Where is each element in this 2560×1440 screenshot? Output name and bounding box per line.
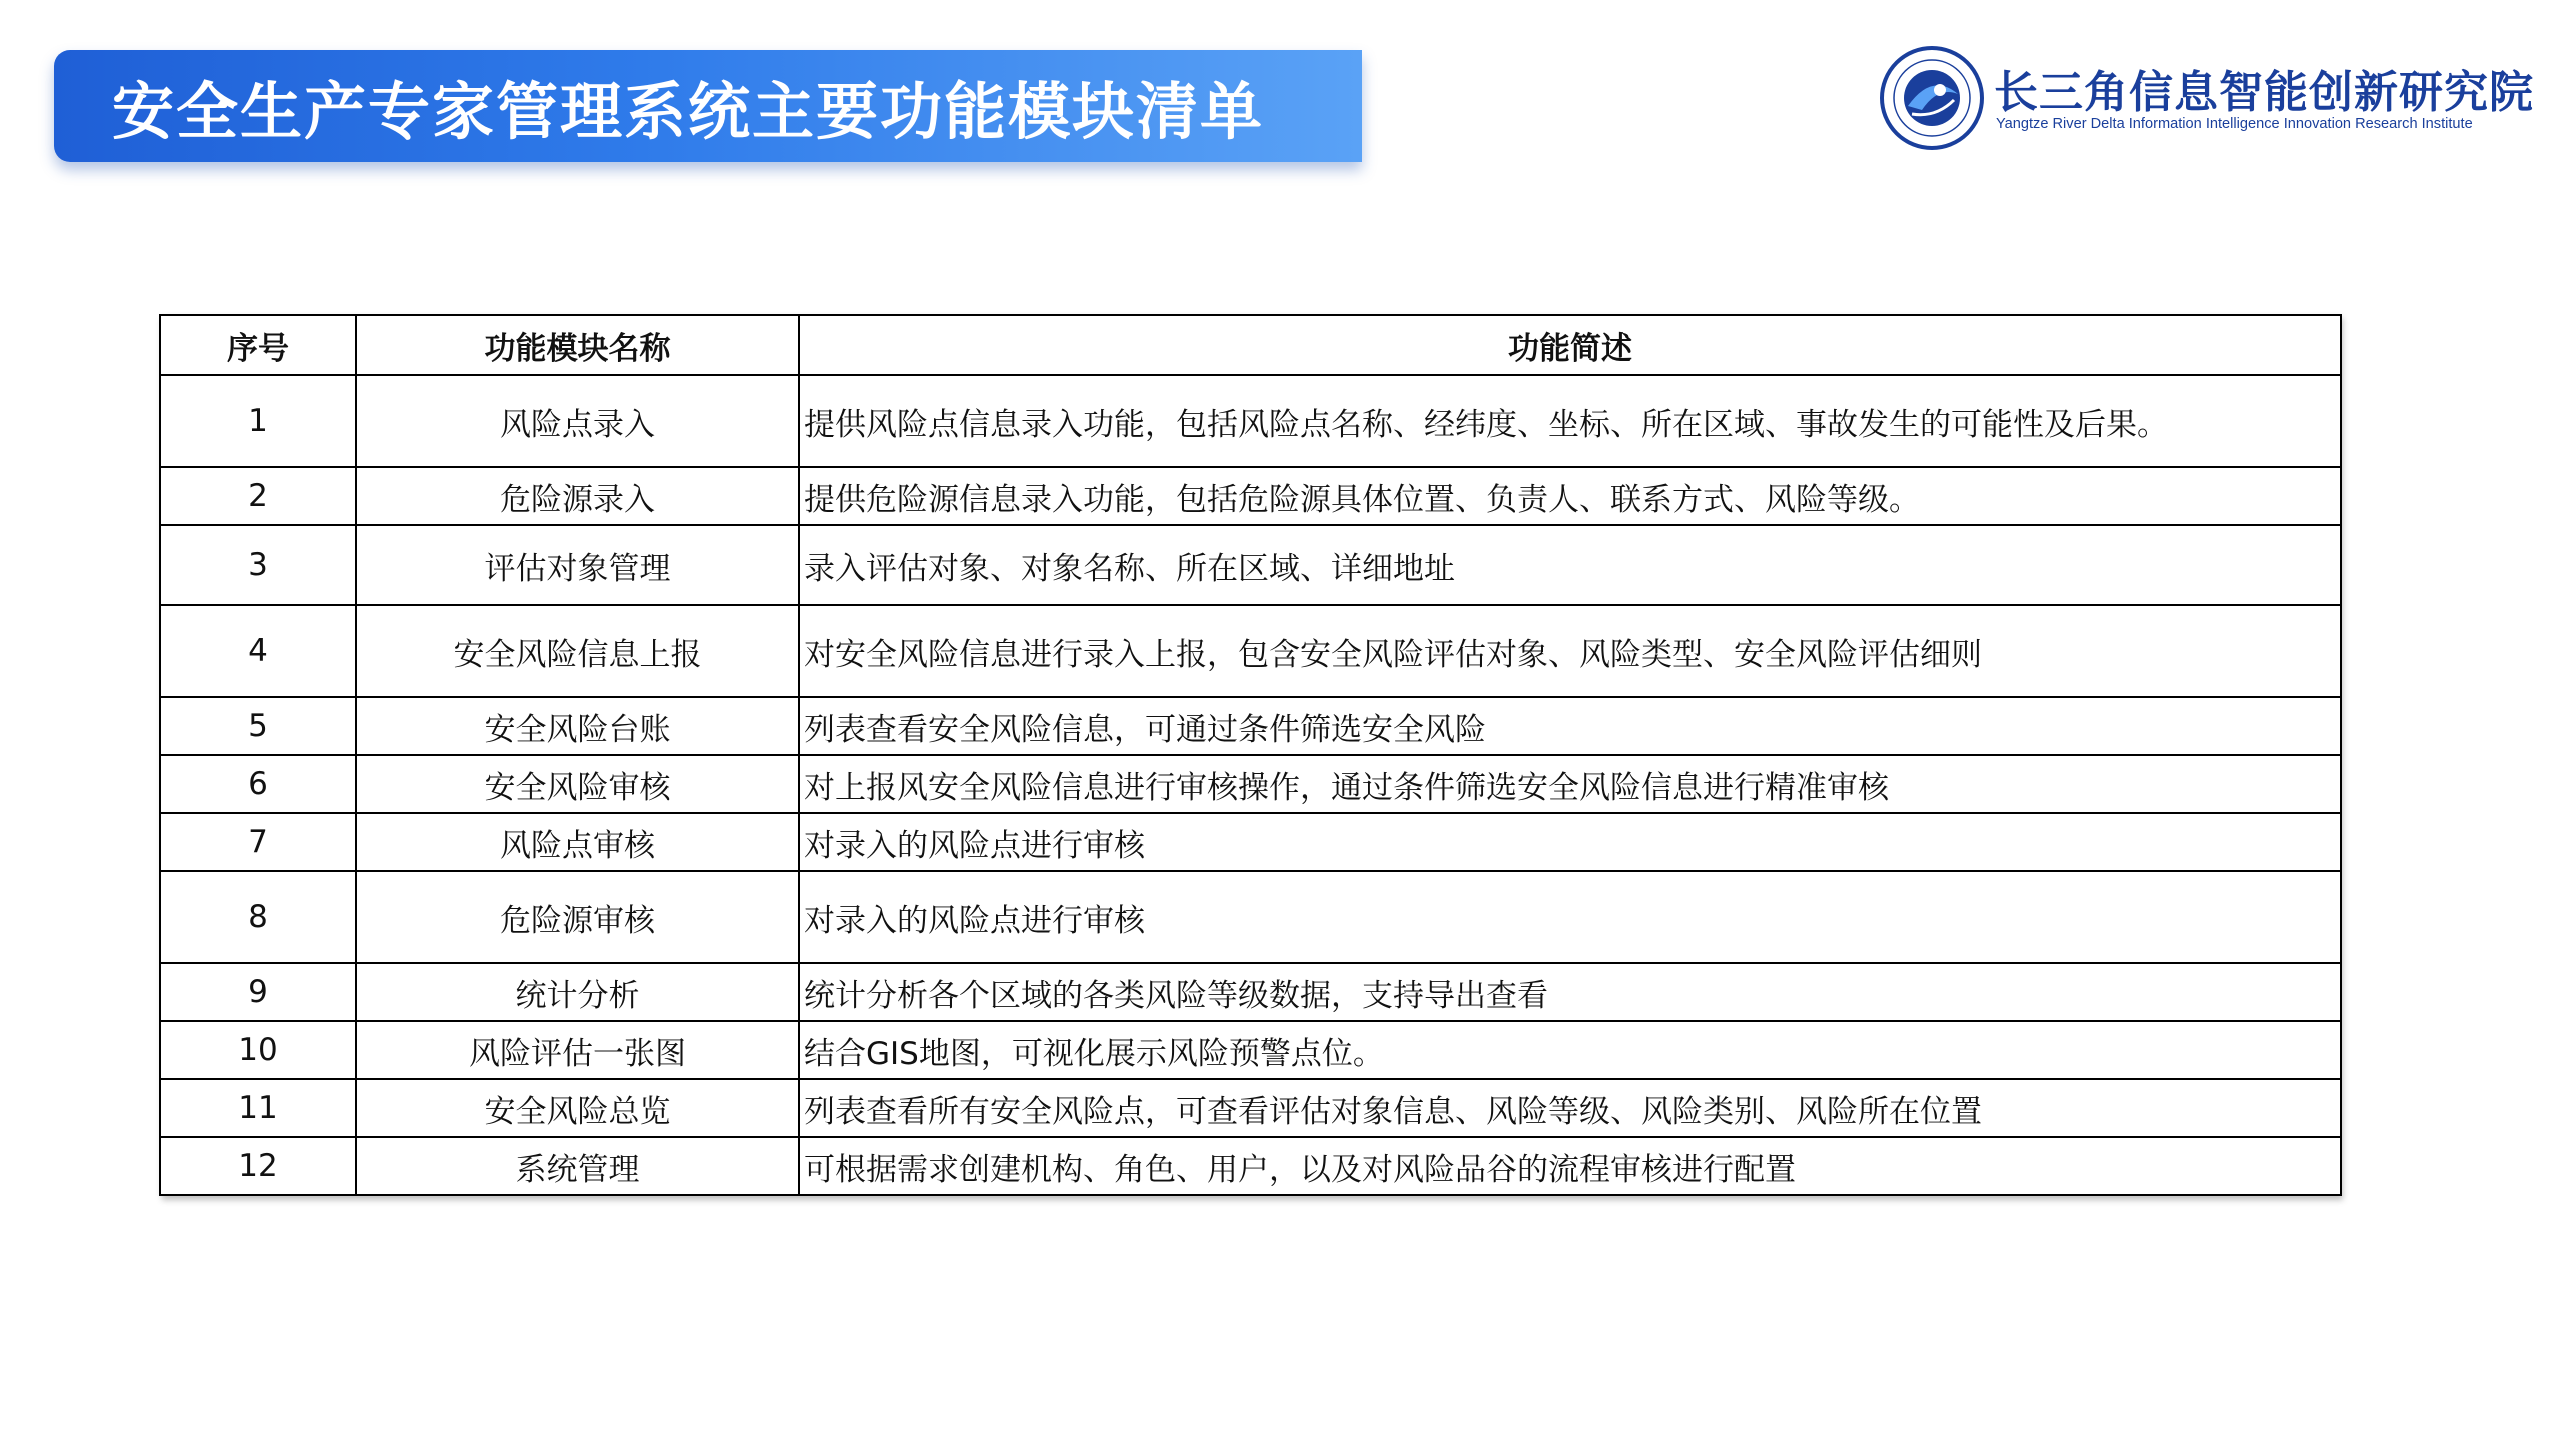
- page-title: 安全生产专家管理系统主要功能模块清单: [112, 74, 1265, 148]
- table-row: [160, 1137, 2341, 1195]
- row-no: 5: [160, 697, 356, 755]
- row-no: 6: [160, 755, 356, 813]
- header-no: 序号: [160, 315, 356, 375]
- row-description: 对上报风安全风险信息进行审核操作，通过条件筛选安全风险信息进行精准审核: [799, 755, 2341, 813]
- row-no: 4: [160, 605, 356, 697]
- table-row: [160, 963, 2341, 1021]
- header-description: 功能简述: [799, 315, 2341, 375]
- row-no: 11: [160, 1079, 356, 1137]
- row-description: 可根据需求创建机构、角色、用户，以及对风险品谷的流程审核进行配置: [799, 1137, 2341, 1195]
- row-description: 结合GIS地图，可视化展示风险预警点位。: [799, 1021, 2341, 1079]
- row-module-name: 评估对象管理: [356, 525, 799, 605]
- row-description: 列表查看所有安全风险点，可查看评估对象信息、风险等级、风险类别、风险所在位置: [799, 1079, 2341, 1137]
- row-no: 3: [160, 525, 356, 605]
- row-description: 对安全风险信息进行录入上报，包含安全风险评估对象、风险类型、安全风险评估细则: [799, 605, 2341, 697]
- table-row: [160, 605, 2341, 697]
- row-module-name: 安全风险审核: [356, 755, 799, 813]
- row-description: 对录入的风险点进行审核: [799, 813, 2341, 871]
- row-no: 2: [160, 467, 356, 525]
- row-module-name: 风险点录入: [356, 375, 799, 467]
- table-row: [160, 1079, 2341, 1137]
- institute-emblem-icon: [1878, 44, 1986, 152]
- table-row: [160, 697, 2341, 755]
- row-description: 提供风险点信息录入功能，包括风险点名称、经纬度、坐标、所在区域、事故发生的可能性及后果。: [799, 375, 2341, 467]
- row-no: 10: [160, 1021, 356, 1079]
- institute-name-en: Yangtze River Delta Information Intelligence Innovation Research Institute: [1996, 116, 2473, 132]
- row-module-name: 危险源审核: [356, 871, 799, 963]
- table-header-row: [160, 315, 2341, 375]
- row-description: 对录入的风险点进行审核: [799, 871, 2341, 963]
- row-module-name: 风险评估一张图: [356, 1021, 799, 1079]
- row-module-name: 安全风险总览: [356, 1079, 799, 1137]
- row-description: 统计分析各个区域的各类风险等级数据，支持导出查看: [799, 963, 2341, 1021]
- table-row: [160, 755, 2341, 813]
- row-description: 提供危险源信息录入功能，包括危险源具体位置、负责人、联系方式、风险等级。: [799, 467, 2341, 525]
- row-no: 12: [160, 1137, 356, 1195]
- table-row: [160, 467, 2341, 525]
- table-row: [160, 375, 2341, 467]
- row-module-name: 安全风险信息上报: [356, 605, 799, 697]
- table-row: [160, 525, 2341, 605]
- institute-name-cn: 长三角信息智能创新研究院: [1994, 67, 2534, 118]
- row-module-name: 系统管理: [356, 1137, 799, 1195]
- row-module-name: 安全风险台账: [356, 697, 799, 755]
- title-banner: [54, 50, 1362, 162]
- row-no: 1: [160, 375, 356, 467]
- row-description: 录入评估对象、对象名称、所在区域、详细地址: [799, 525, 2341, 605]
- row-no: 7: [160, 813, 356, 871]
- row-module-name: 危险源录入: [356, 467, 799, 525]
- row-no: 8: [160, 871, 356, 963]
- table-row: [160, 871, 2341, 963]
- row-module-name: 统计分析: [356, 963, 799, 1021]
- function-module-table: [159, 314, 2340, 1196]
- table-row: [160, 1021, 2341, 1079]
- row-module-name: 风险点审核: [356, 813, 799, 871]
- row-no: 9: [160, 963, 356, 1021]
- header-module-name: 功能模块名称: [356, 315, 799, 375]
- table-row: [160, 813, 2341, 871]
- row-description: 列表查看安全风险信息，可通过条件筛选安全风险: [799, 697, 2341, 755]
- institute-logo: [1878, 44, 2534, 156]
